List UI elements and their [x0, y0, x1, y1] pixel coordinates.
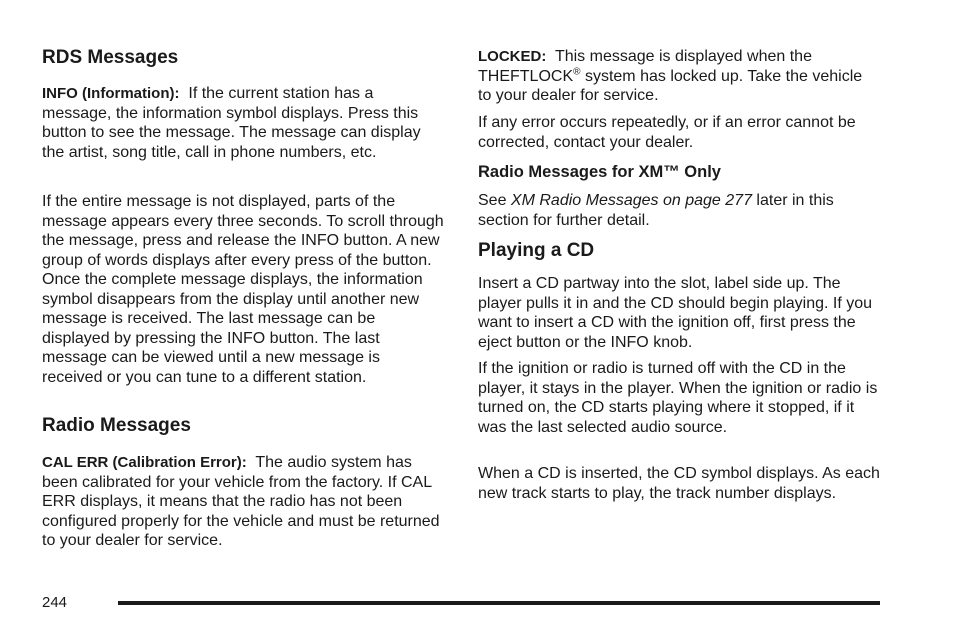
registered-mark: ®: [573, 66, 581, 78]
locked-text-2: system has locked up. Take the vehicle to your dealer for service.: [478, 67, 863, 104]
cd-paragraph-3: When a CD is inserted, the CD symbol displays. As each new track starts to play, the track number displays.: [478, 465, 880, 502]
cal-err-text: The audio system has been calibrated for your vehicle from the factory. If CAL ERR displays, it means that the radio has not been configured properly for the vehicle and must be returned to your dealer for service.: [42, 454, 440, 549]
xm-paragraph: [478, 191, 883, 230]
locked-text-1: This message is displayed when the THEFTLOCK: [478, 48, 812, 85]
cal-err-term: CAL ERR (Calibration Error):: [42, 454, 247, 471]
info-paragraph: [42, 84, 434, 162]
error-paragraph: If any error occurs repeatedly, or if an error cannot be corrected, contact your dealer.: [478, 114, 856, 151]
info-paragraph-2: If the entire message is not displayed, parts of the message appears every three seconds. To scroll through the message, press and release the INFO button. A new group of words displays after every press of the button. Once the complete message displays, the information symbol disappears from the display until another new message is received. The last message can be displayed by pressing the INFO button. The last message can be viewed until a new message is received or you can tune to a different station.: [42, 193, 444, 386]
page-number: 244: [42, 594, 68, 611]
cal-err-paragraph: [42, 453, 440, 551]
info-term: INFO (Information):: [42, 85, 180, 102]
xm-see: See: [478, 192, 507, 209]
xm-messages-heading: Radio Messages for XM™ Only: [478, 163, 721, 181]
playing-cd-heading: Playing a CD: [478, 240, 595, 261]
radio-messages-heading: Radio Messages: [42, 415, 191, 436]
xm-reference-link[interactable]: XM Radio Messages on page 277: [510, 192, 752, 209]
cd-paragraph-2: If the ignition or radio is turned off with the CD in the player, it stays in the player. When the ignition or radio is turned on, the CD starts playing where it stopped, if it was the last selected audio source.: [478, 360, 878, 436]
info-text: If the current station has a message, the information symbol displays. Press this button to see the message. The message can display the artist, song title, call in phone numbers, etc.: [42, 85, 421, 161]
footer-rule: [118, 601, 880, 605]
xm-rest: later in this section for further detail.: [478, 192, 834, 229]
locked-term: LOCKED:: [478, 48, 547, 65]
locked-paragraph: [478, 47, 878, 106]
rds-messages-heading: RDS Messages: [42, 47, 179, 68]
cd-paragraph-1: Insert a CD partway into the slot, label side up. The player pulls it in and the CD should begin playing. If you want to insert a CD with the ignition off, first press the eject button or the INFO knob.: [478, 275, 873, 351]
